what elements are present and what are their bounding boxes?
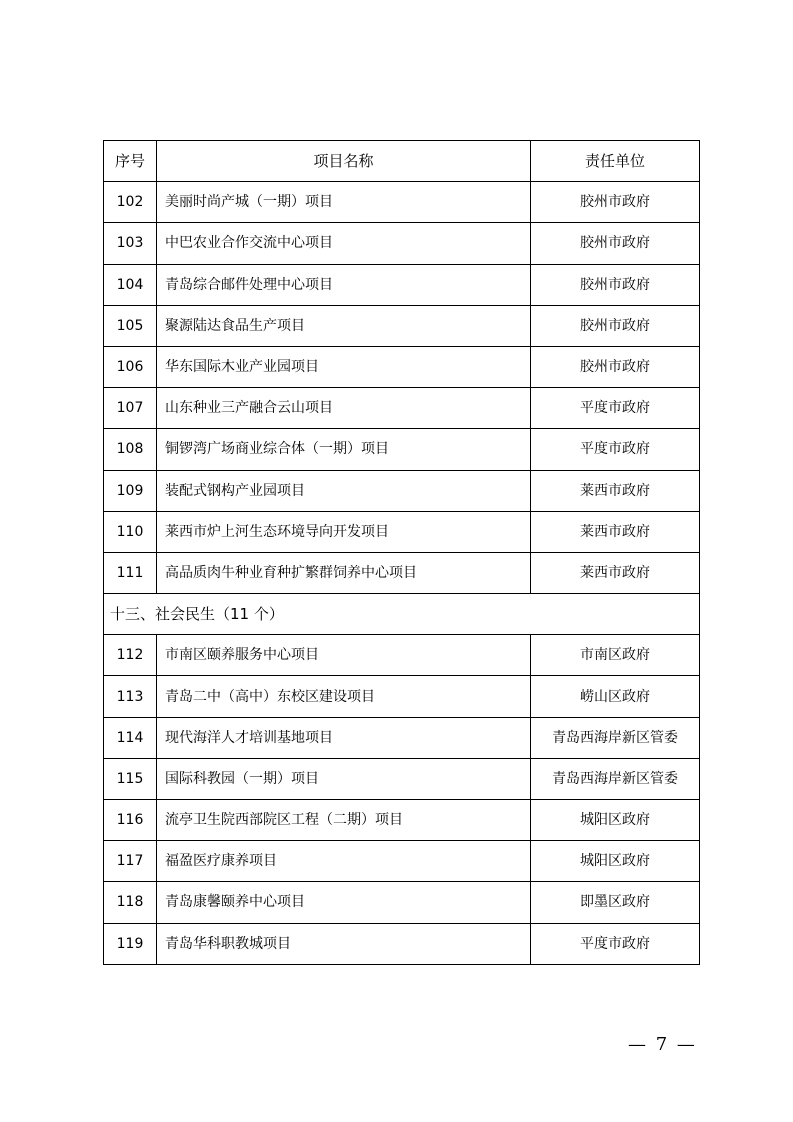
table-row <box>104 305 700 346</box>
table-row <box>104 800 700 841</box>
row-number: 111 <box>104 552 157 593</box>
row-number: 114 <box>104 717 157 758</box>
row-number: 113 <box>104 676 157 717</box>
row-number: 106 <box>104 346 157 387</box>
table-row <box>104 923 700 964</box>
row-responsible-unit: 平度市政府 <box>531 388 700 429</box>
table-row <box>104 346 700 387</box>
table-header-row <box>104 141 700 182</box>
row-number: 103 <box>104 223 157 264</box>
row-responsible-unit: 崂山区政府 <box>531 676 700 717</box>
row-project-name: 中巴农业合作交流中心项目 <box>157 223 531 264</box>
table-row <box>104 882 700 923</box>
table-row <box>104 841 700 882</box>
row-responsible-unit: 胶州市政府 <box>531 223 700 264</box>
row-responsible-unit: 城阳区政府 <box>531 800 700 841</box>
row-project-name: 高品质肉牛种业育种扩繁群饲养中心项目 <box>157 552 531 593</box>
row-number: 112 <box>104 635 157 676</box>
table-row <box>104 429 700 470</box>
page-number: — 7 — <box>628 1034 697 1055</box>
table-row <box>104 182 700 223</box>
header-project-name: 项目名称 <box>157 141 531 182</box>
row-responsible-unit: 青岛西海岸新区管委 <box>531 717 700 758</box>
section-row <box>104 594 700 635</box>
row-number: 116 <box>104 800 157 841</box>
row-number: 118 <box>104 882 157 923</box>
header-responsible-unit: 责任单位 <box>531 141 700 182</box>
row-project-name: 装配式钢构产业园项目 <box>157 470 531 511</box>
row-project-name: 市南区颐养服务中心项目 <box>157 635 531 676</box>
row-project-name: 青岛综合邮件处理中心项目 <box>157 264 531 305</box>
row-responsible-unit: 莱西市政府 <box>531 552 700 593</box>
table-row <box>104 388 700 429</box>
row-number: 117 <box>104 841 157 882</box>
row-project-name: 青岛康馨颐养中心项目 <box>157 882 531 923</box>
row-responsible-unit: 莱西市政府 <box>531 470 700 511</box>
row-responsible-unit: 莱西市政府 <box>531 511 700 552</box>
row-number: 105 <box>104 305 157 346</box>
row-project-name: 聚源陆达食品生产项目 <box>157 305 531 346</box>
row-number: 102 <box>104 182 157 223</box>
table-row <box>104 758 700 799</box>
table-row <box>104 470 700 511</box>
row-project-name: 青岛二中（高中）东校区建设项目 <box>157 676 531 717</box>
row-project-name: 流亭卫生院西部院区工程（二期）项目 <box>157 800 531 841</box>
row-project-name: 美丽时尚产城（一期）项目 <box>157 182 531 223</box>
row-responsible-unit: 平度市政府 <box>531 923 700 964</box>
row-number: 107 <box>104 388 157 429</box>
row-project-name: 国际科教园（一期）项目 <box>157 758 531 799</box>
row-responsible-unit: 胶州市政府 <box>531 346 700 387</box>
table-row <box>104 552 700 593</box>
header-number: 序号 <box>104 141 157 182</box>
row-number: 108 <box>104 429 157 470</box>
row-responsible-unit: 即墨区政府 <box>531 882 700 923</box>
row-project-name: 现代海洋人才培训基地项目 <box>157 717 531 758</box>
table-row <box>104 264 700 305</box>
row-number: 110 <box>104 511 157 552</box>
table-row <box>104 717 700 758</box>
table-row <box>104 511 700 552</box>
row-responsible-unit: 胶州市政府 <box>531 182 700 223</box>
row-responsible-unit: 城阳区政府 <box>531 841 700 882</box>
table-row <box>104 635 700 676</box>
row-project-name: 青岛华科职教城项目 <box>157 923 531 964</box>
row-project-name: 山东种业三产融合云山项目 <box>157 388 531 429</box>
row-responsible-unit: 平度市政府 <box>531 429 700 470</box>
table-row <box>104 223 700 264</box>
row-project-name: 莱西市炉上河生态环境导向开发项目 <box>157 511 531 552</box>
row-responsible-unit: 市南区政府 <box>531 635 700 676</box>
row-project-name: 福盈医疗康养项目 <box>157 841 531 882</box>
row-responsible-unit: 胶州市政府 <box>531 305 700 346</box>
row-project-name: 华东国际木业产业园项目 <box>157 346 531 387</box>
row-project-name: 铜锣湾广场商业综合体（一期）项目 <box>157 429 531 470</box>
row-number: 119 <box>104 923 157 964</box>
project-table <box>103 140 700 965</box>
table-row <box>104 676 700 717</box>
row-number: 104 <box>104 264 157 305</box>
row-responsible-unit: 青岛西海岸新区管委 <box>531 758 700 799</box>
row-number: 109 <box>104 470 157 511</box>
row-number: 115 <box>104 758 157 799</box>
section-title: 十三、社会民生（11 个） <box>104 594 700 635</box>
row-responsible-unit: 胶州市政府 <box>531 264 700 305</box>
